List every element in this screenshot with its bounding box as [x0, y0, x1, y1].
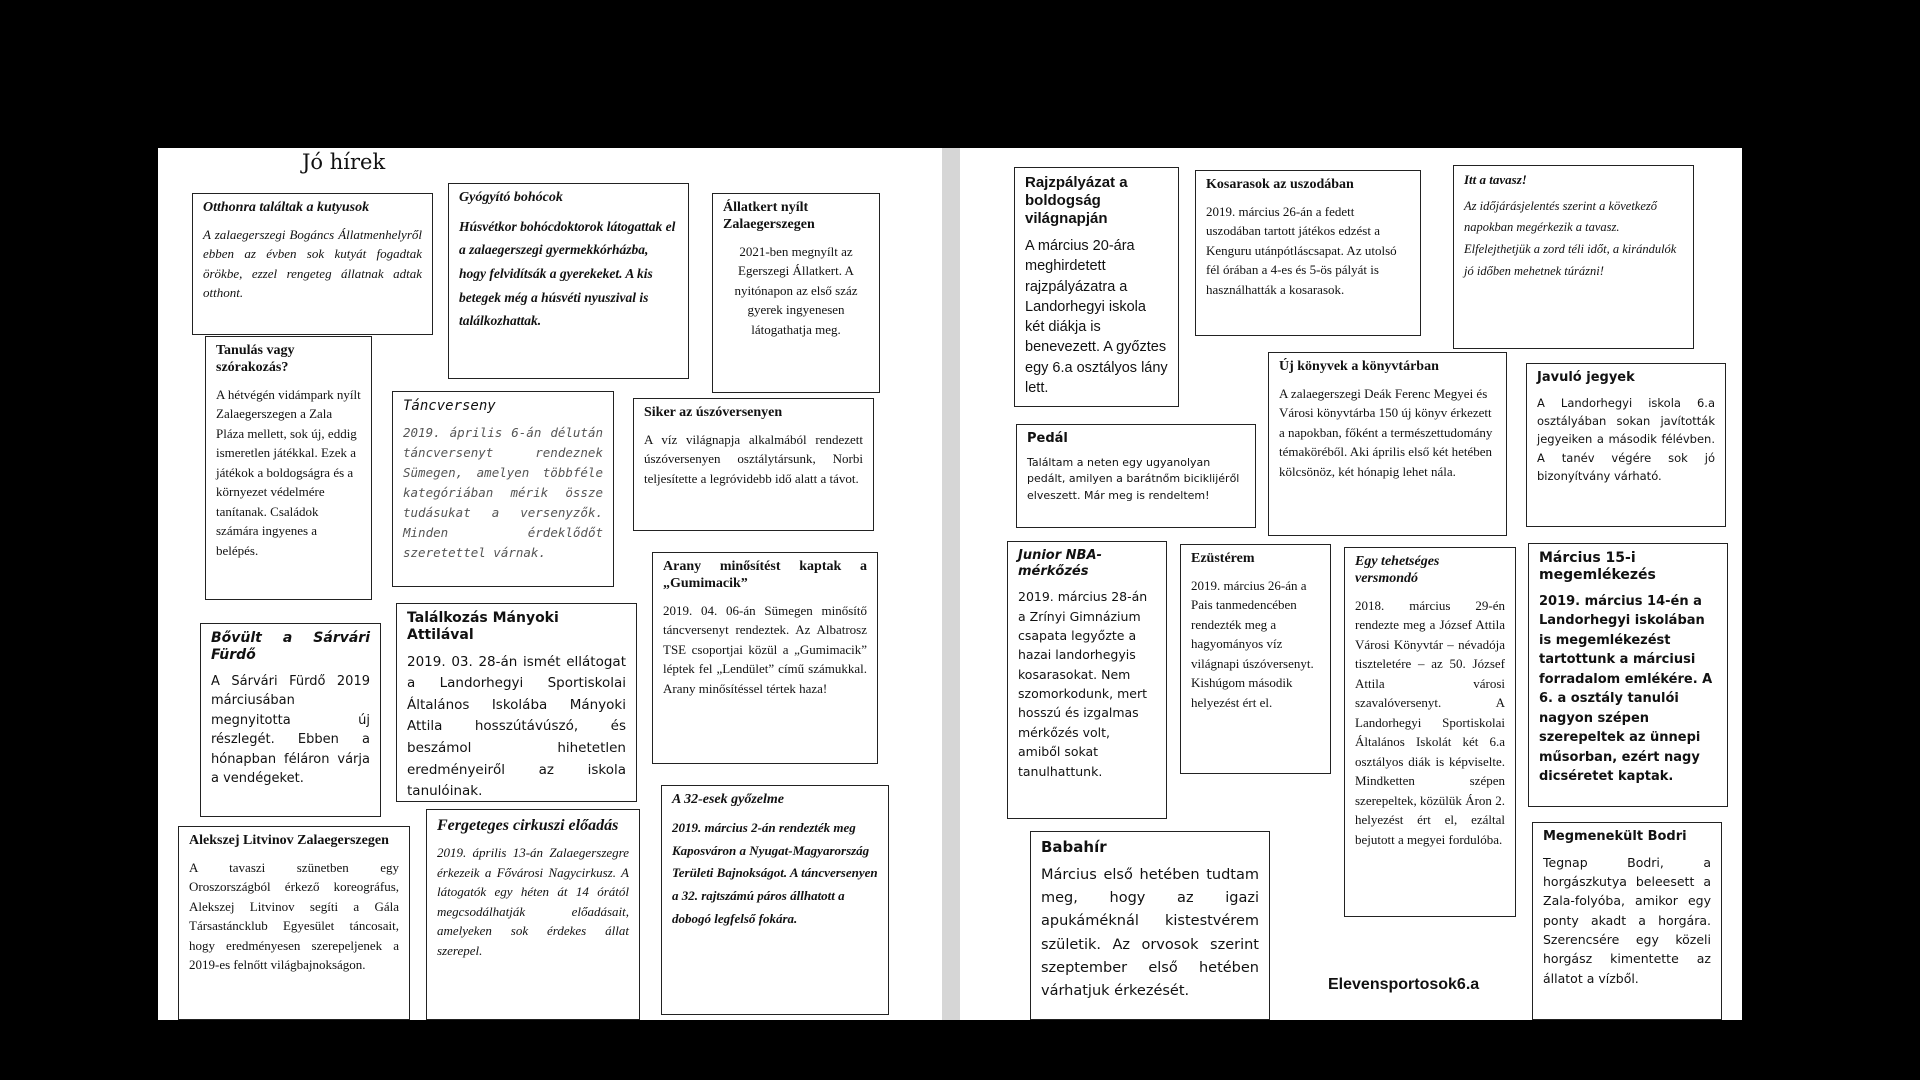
page-gutter	[942, 148, 960, 1020]
article-title: Javuló jegyek	[1537, 370, 1635, 385]
article-title: Fergeteges cirkuszi előadás	[437, 817, 619, 834]
article-title: Március 15-i megemlékezés	[1539, 550, 1656, 583]
article-body: 2019. április 13-án Zalaegerszegre érkezeik a Fővárosi Nagycirkusz. A látogatók egy héten át 14 órától megcsodálhatják előadásait, amelyeken sok érdekes állat szerepel.	[437, 845, 629, 958]
article-title: Kosarasok az uszodában	[1206, 177, 1354, 192]
article-bohocok	[448, 183, 689, 379]
article-cirkusz	[426, 809, 640, 1020]
article-ezusterem	[1180, 544, 1331, 774]
article-body: A tavaszi szünetben egy Oroszországból érkező koreográfus, Alekszej Litvinov segíti a Gála Társastáncklub Egyesület táncosait, hogy eredményesen szerepeljenek a 2019-es felnőtt világbajnokságon.	[189, 859, 399, 973]
article-title: Siker az úszóversenyen	[644, 405, 783, 420]
article-pedal	[1016, 424, 1256, 528]
article-manyoki	[396, 603, 637, 802]
article-title: Táncverseny	[403, 398, 496, 414]
article-body: 2019. március 14-én a Landorhegyi iskolában is megemlékezést tartottunk a márciusi forradalom emlékére. A 6. a osztály tanulói nagyon szépen szerepeltek az ünnepi műsorban, ezért nagy dicséretet kaptak.	[1539, 593, 1713, 785]
article-title: A 32-esek győzelme	[672, 792, 784, 807]
article-body: 2018. március 29-én rendezte meg a József Attila Városi Könyvtár – névadója tiszteletére – az 50. József Attila városi szavalóversenyt. A Landorhegyi Sportiskolai Általános Iskolát két 6.a osztályos diák is képviselte. Mindketten szépen szerepeltek, közülük Áron 2. helyezést ért el, ezáltal bejutott a megyei fordulóba.	[1355, 597, 1505, 847]
article-title: Pedál	[1027, 431, 1068, 446]
article-harminckettes	[661, 785, 889, 1015]
article-title: Gyógyító bohócok	[459, 190, 563, 205]
article-body: A zalaegerszegi Deák Ferenc Megyei és Városi könyvtárba 150 új könyv érkezett a napokban, főként a természettudomány témaköréből. Aki április első két hetében kölcsönöz, két hónapig lehet nála.	[1279, 385, 1493, 479]
article-tancverseny	[392, 391, 614, 587]
article-body: 2021-ben megnyílt az Egerszegi Állatkert. A nyitónapon az első száz gyerek ingyenesen látogathatja meg.	[734, 243, 858, 337]
article-title: Ezüstérem	[1191, 551, 1255, 566]
article-versmondo	[1344, 547, 1516, 917]
article-body: 2019. 03. 28-án ismét ellátogat a Landorhegyi Sportiskolai Általános Iskolába Mányoki Attila hosszútávúszó, és beszámol hihetetlen eredményeiről az iskola tanulóinak.	[407, 653, 626, 800]
article-title: Alekszej Litvinov Zalaegerszegen	[189, 833, 389, 848]
article-jegyek	[1526, 363, 1726, 527]
article-kutyusok	[192, 193, 433, 335]
article-title: Tanulás vagy szórakozás?	[216, 343, 295, 375]
article-title: Junior NBA-mérkőzés	[1018, 548, 1102, 579]
article-title: Otthonra találtak a kutyusok	[203, 200, 370, 215]
article-title: Új könyvek a könyvtárban	[1279, 359, 1439, 374]
article-allatkert	[712, 193, 880, 393]
article-gumimacik	[652, 552, 878, 764]
article-body: A víz világnapja alkalmából rendezett úszóversenyen osztálytársunk, Norbi teljesítette a legróvidebb idő alatt a távot.	[644, 431, 863, 486]
article-konyvek	[1268, 352, 1507, 536]
article-body: A március 20-ára meghirdetett rajzpályázatra a Landorhegyi iskola két diákja is benevezett. A győztes egy 6.a osztályos lány lett.	[1025, 238, 1168, 397]
article-body: 2019. március 26-án a fedett uszodában tartott játékos edzést a Kenguru utánpótláscsapat. Az utolsó fél órában a 4-es és 5-ös pályát is használhatták a kosarasok.	[1206, 203, 1397, 297]
article-title: Bővült a Sárvári Fürdő	[211, 630, 370, 663]
article-body: Húsvétkor bohócdoktorok látogattak el a zalaegerszegi gyermekkórházba, hogy felvidítsák a gyerekeket. A kis betegek még a húsvéti nyuszival is találkozhattak.	[459, 218, 676, 329]
article-uszoverseny	[633, 398, 874, 531]
article-body: 2019. március 28-án a Zrínyi Gimnázium csapata legyőzte a hazai landorhegyis kosarasokat. Nem szomorkodunk, mert hosszú és izgalmas mérkőzés volt, amiből sokat tanulhattunk.	[1018, 589, 1148, 779]
article-title: Találkozás Mányoki Attilával	[407, 610, 559, 643]
article-title: Állatkert nyílt Zalaegerszegen	[723, 200, 815, 232]
article-tanulas	[205, 336, 372, 600]
article-junior	[1007, 541, 1167, 819]
article-body: 2019. április 6-án délután táncversenyt rendeznek Sümegen, amelyen többféle kategóriában mérik össze tudásukat a versenyzők. Minden érdeklődőt szeretettel várnak.	[403, 424, 603, 560]
article-body: 2019. 04. 06-án Sümegen minősítő táncversenyt rendeztek. Az Albatrosz TSE csoportjai közül a „Gumimacik” léptek fel „Lendület” című számukkal. Arany minősítéssel tértek haza!	[663, 602, 867, 696]
article-body: Az időjárásjelentés szerint a következő napokban megérkezik a tavasz. Elfelejthetjük a zord téli időt, a kirándulók jó időben mehetnek túrázni!	[1464, 198, 1677, 279]
article-body: A hétvégén vidámpark nyílt Zalaegerszegen a Zala Pláza mellett, sok új, eddig ismeretlen játékkal. Ezek a játékok a boldogságra és a környezet védelmére tanítanak. Családok számára ingyenes a belépés.	[216, 386, 361, 558]
newsletter-title: Jó hírek	[302, 150, 386, 174]
article-title: Arany minősítést kaptak a „Gumimacik”	[663, 559, 867, 591]
article-litvinov	[178, 826, 410, 1020]
article-body: Március első hetében tudtam meg, hogy az igazi apukáméknál kistestvérem születik. Az orvosok szerint szeptember első hetében várhatjuk érkezését.	[1041, 867, 1259, 999]
article-marcius15	[1528, 543, 1728, 807]
class-signature: Elevensportosok6.a	[1328, 976, 1480, 993]
article-body: 2019. március 26-án a Pais tanmedencében rendezték meg a hagyományos víz világnapi úszóversenyt. Kishúgom második helyezést ért el.	[1191, 577, 1314, 710]
article-rajzpalyazat	[1014, 167, 1179, 407]
article-body: A Sárvári Fürdő 2019 márciusában megnyitotta új részlegét. Ebben a hónapban féláron várja a vendégeket.	[211, 673, 370, 787]
article-body: 2019. március 2-án rendezték meg Kaposváron a Nyugat-Magyarország Területi Bajnokságot. A táncversenyen a 32. rajtszámú páros állhatott a dobogó legfelső fokára.	[672, 819, 878, 926]
article-body: Tegnap Bodri, a horgászkutya beleesett a Zala-folyóba, amikor egy ponty akadt a horgára. Szerencsére egy közeli horgász kimentette az állatot a vízből.	[1543, 854, 1711, 986]
article-body: Találtam a neten egy ugyanolyan pedált, amilyen a barátnőm biciklijéről elveszett. Már meg is rendeltem!	[1027, 455, 1240, 502]
article-body: A zalaegerszegi Bogáncs Állatmenhelyről ebben az évben sok kutyát fogadtak örökbe, ezzel rengeteg állatnak adtak otthont.	[203, 226, 422, 301]
article-title: Babahír	[1041, 838, 1107, 856]
article-tavasz	[1453, 165, 1694, 349]
article-babahir	[1030, 831, 1270, 1020]
article-body: A Landorhegyi iskola 6.a osztályában sokan javították jegyeiken a második félévben. A tanév végére sok jó bizonyítvány várható.	[1537, 395, 1715, 484]
article-title: Itt a tavasz!	[1464, 172, 1527, 187]
article-title: Egy tehetséges versmondó	[1355, 554, 1440, 586]
article-title: Megmenekült Bodri	[1543, 829, 1687, 844]
article-sarvari	[200, 623, 381, 817]
article-kosarasok	[1195, 170, 1421, 336]
article-title: Rajzpályázat a boldogság világnapján	[1025, 174, 1128, 227]
article-bodri	[1532, 822, 1722, 1020]
